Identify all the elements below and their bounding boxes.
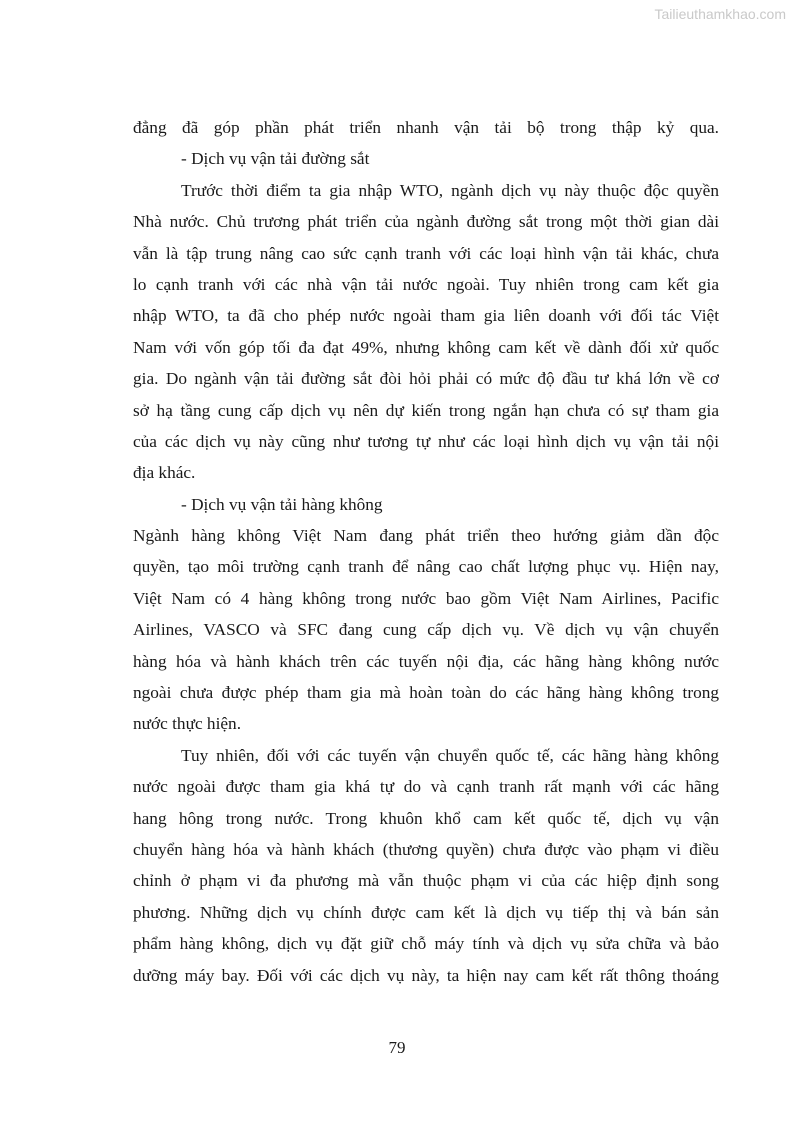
text-line: quyền, tạo môi trường cạnh tranh để nâng cao chất lượng phục vụ. Hiện nay,: [133, 557, 719, 577]
text-line: Việt Nam có 4 hàng không trong nước bao gồm Việt Nam Airlines, Pacific: [133, 588, 719, 608]
text-line: sở hạ tầng cung cấp dịch vụ nên dự kiến trong ngắn hạn chưa có sự tham gia: [133, 400, 719, 420]
text-line: chuyển hàng hóa và hành khách (thương quyền) chưa được vào phạm vi điều: [133, 839, 719, 859]
watermark-text: Tailieuthamkhao.com: [654, 6, 786, 22]
document-body: [133, 112, 719, 991]
text-line: dưỡng máy bay. Đối với các dịch vụ này, ta hiện nay cam kết rất thông thoáng: [133, 965, 719, 985]
text-line: ngoài chưa được phép tham gia mà hoàn toàn do các hãng hàng không trong: [133, 683, 719, 703]
text-line: phương. Những dịch vụ chính được cam kết là dịch vụ tiếp thị và bán sản: [133, 902, 719, 922]
text-line: nước ngoài được tham gia khá tự do và cạnh tranh rất mạnh với các hãng: [133, 777, 719, 797]
text-line: vẫn là tập trung nâng cao sức cạnh tranh với các loại hình vận tải khác, chưa: [133, 243, 719, 263]
text-line: nước thực hiện.: [133, 714, 242, 734]
text-line: đẳng đã góp phần phát triển nhanh vận tải bộ trong thập kỷ qua.: [133, 118, 719, 137]
text-line: nhập WTO, ta đã cho phép nước ngoài tham gia liên doanh với đối tác Việt: [133, 306, 719, 326]
text-line: địa khác.: [133, 463, 196, 483]
text-line: Nhà nước. Chủ trương phát triển của ngành đường sắt trong một thời gian dài: [133, 212, 719, 232]
text-line: Ngành hàng không Việt Nam đang phát triển theo hướng giảm dần độc: [133, 526, 719, 546]
text-line: Tuy nhiên, đối với các tuyến vận chuyển quốc tế, các hãng hàng không: [181, 745, 719, 765]
text-line: lo cạnh tranh với các nhà vận tải nước ngoài. Tuy nhiên trong cam kết gia: [133, 274, 719, 294]
text-line: chỉnh ở phạm vi đa phương mà vẫn thuộc phạm vi của các hiệp định song: [133, 871, 719, 891]
text-line: Trước thời điểm ta gia nhập WTO, ngành dịch vụ này thuộc độc quyền: [181, 180, 719, 200]
text-line: hàng hóa và hành khách trên các tuyến nội địa, các hãng hàng không nước: [133, 651, 719, 671]
text-line: hang hông trong nước. Trong khuôn khổ cam kết quốc tế, dịch vụ vận: [133, 808, 719, 828]
text-line: của các dịch vụ này cũng như tương tự như các loại hình dịch vụ vận tải nội: [133, 431, 719, 451]
page-number: 79: [388, 1038, 406, 1057]
text-line: Nam với vốn góp tối đa đạt 49%, nhưng không cam kết về dành đối xử quốc: [133, 337, 719, 357]
text-line: gia. Do ngành vận tải đường sắt đòi hỏi phải có mức độ đầu tư khá lớn về cơ: [133, 369, 719, 389]
text-line: - Dịch vụ vận tải hàng không: [181, 494, 383, 514]
text-line: phẩm hàng không, dịch vụ đặt giữ chỗ máy tính và dịch vụ sửa chữa và bảo: [133, 934, 719, 954]
text-line: Airlines, VASCO và SFC đang cung cấp dịch vụ. Về dịch vụ vận chuyển: [133, 620, 719, 640]
text-line: - Dịch vụ vận tải đường sắt: [181, 149, 370, 169]
